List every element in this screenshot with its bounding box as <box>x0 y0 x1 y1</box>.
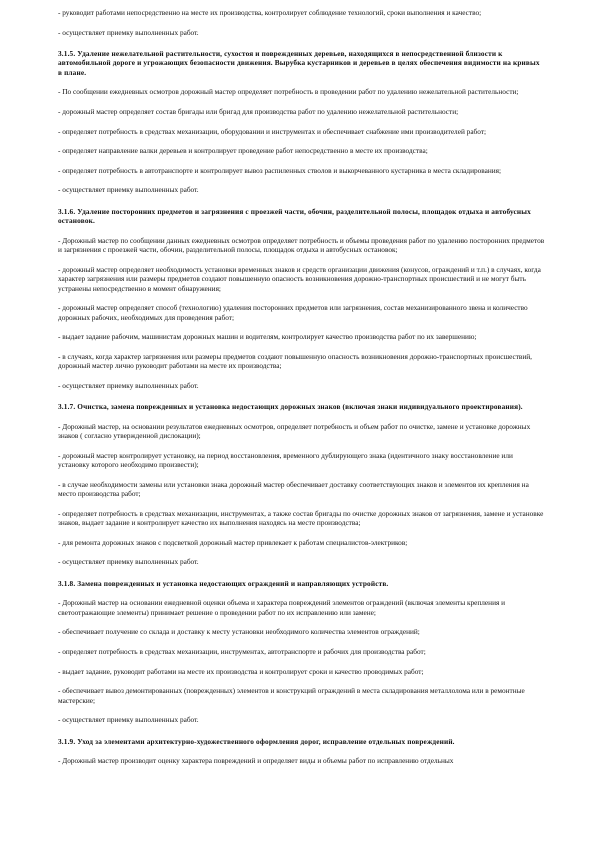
list-item: - выдает задание, руководит работами на месте их производства и контролирует сроки и качество проводимых работ; <box>58 666 424 676</box>
section-heading: 3.1.7. Очистка, замена поврежденных и установка недостающих дорожных знаков (включая знаки индивидуального проектирования). <box>58 402 523 412</box>
list-item: - определяет потребность в средствах механизации, инструментах, автотранспорте и рабочих для производства работ; <box>58 646 426 656</box>
list-item: - руководит работами непосредственно на месте их производства, контролирует соблюдение технологий, сроки выполнения и качество; <box>58 8 482 17</box>
list-item: - осуществляет приемку выполненных работ. <box>58 27 199 37</box>
list-item: - для ремонта дорожных знаков с подсветкой дорожный мастер привлекает к работам специалистов-электриков; <box>58 537 408 547</box>
list-item: - осуществляет приемку выполненных работ. <box>58 715 199 725</box>
list-item: - По сообщении ежедневных осмотров дорожный мастер определяет потребность в проведении работ по удалению нежелательной растительности; <box>58 87 519 97</box>
list-item: - Дорожный мастер по сообщении данных ежедневных осмотров определяет потребность и объемы проведения работ по удалению посторонних предметов и загрязнения с проезжей части, обочин, разделительной полосы, площадок отдыха и автобусных остановок; <box>58 235 545 255</box>
section-heading: 3.1.9. Уход за элементами архитектурно-художественного оформления дорог, исправление отдельных повреждений. <box>58 736 455 746</box>
list-item: - дорожный мастер определяет необходимость установки временных знаков и средств организации движения (конусов, ограждений и т.п.) в случаях, когда характер загрязнения или размеры предметов создают повышенную опасность возникновения дорожно-транспортных происшествий и не могут быть устранены непосредственно в момент обнаружения; <box>58 264 541 293</box>
list-item: - в случае необходимости замены или установки знака дорожный мастер обеспечивает доставку соответствующих знаков и элементов их крепления на место производства работ; <box>58 479 529 499</box>
list-item: - в случаях, когда характер загрязнения или размеры предметов создают повышенную опасность возникновения дорожно-транспортных происшествий, дорожный мастер лично руководит работами на месте их производства; <box>58 351 532 371</box>
list-item: - дорожный мастер определяет состав бригады или бригад для производства работ по удалению нежелательной растительности; <box>58 107 459 116</box>
list-item: - определяет потребность в средствах механизации, оборудовании и инструментах и обеспечивает снабжение ими производителей работ; <box>58 126 487 136</box>
list-item: - обеспечивает вывоз демонтированных (поврежденных) элементов и конструкций ограждений в места складирования металлолома или в ремонтные мастерские; <box>58 686 525 705</box>
list-item: - осуществляет приемку выполненных работ. <box>58 185 199 195</box>
section-heading: 3.1.6. Удаление посторонних предметов и загрязнения с проезжей части, обочин, разделительной полосы, площадок отдыха и автобусных остановок. <box>58 206 531 226</box>
list-item: - дорожный мастер контролирует установку, на период восстановления, временного дублирующего знака (идентичного знаку восстановление или установку которого необходимо произвести); <box>58 450 513 470</box>
list-item: - осуществляет приемку выполненных работ. <box>58 380 199 390</box>
list-item: - определяет потребность в автотранспорте и контролирует вывоз распиленных стволов и выкорчеванного кустарника в места складирования; <box>58 165 502 175</box>
list-item: - осуществляет приемку выполненных работ. <box>58 557 199 567</box>
list-item: - Дорожный мастер производит оценку характера повреждений и определяет виды и объемы работ по исправлению отдельных <box>58 756 454 766</box>
list-item: - обеспечивает получение со склада и доставку к месту установки необходимого количества элементов ограждений; <box>58 627 420 637</box>
list-item: - дорожный мастер определяет способ (технологию) удаления посторонних предметов или загрязнения, состав механизированного звена и количество дорожных рабочих, необходимых для проведения работ; <box>58 303 528 322</box>
list-item: - Дорожный мастер, на основании результатов ежедневных осмотров, определяет потребность и объем работ по очистке, замене и установке дорожных знаков ( согласно утвержденной дислокации); <box>58 421 531 441</box>
section-heading: 3.1.5. Удаление нежелательной растительности, сухостоя и поврежденных деревьев, находящихся в непосредственной близости к автомобильной дороге и угрожающих безопасности движения. Вырубка кустарников и деревьев в целях обеспечения видимости на кривых в плане. <box>58 49 540 77</box>
list-item: - Дорожный мастер на основании ежедневной оценки объема и характера повреждений элементов ограждений (включая элементы крепления и светоотражающие элементы) принимает решение о проведении работ по их исправлению или замене; <box>58 598 506 617</box>
section-heading: 3.1.8. Замена поврежденных и установка недостающих ограждений и направляющих устройств. <box>58 578 389 588</box>
list-item: - выдает задание рабочим, машинистам дорожных машин и водителям, контролирует качество производства работ по их завершению; <box>58 332 477 342</box>
list-item: - определяет потребность в средствах механизации, инструментах, а также состав бригады по очистке дорожных знаков от загрязнения, замене и установке знаков, выдает задание и контролирует качество их выполнения находясь на месте производства; <box>58 508 544 528</box>
list-item: - определяет направление валки деревьев и контролирует проведение работ непосредственно в месте их производства; <box>58 146 428 156</box>
